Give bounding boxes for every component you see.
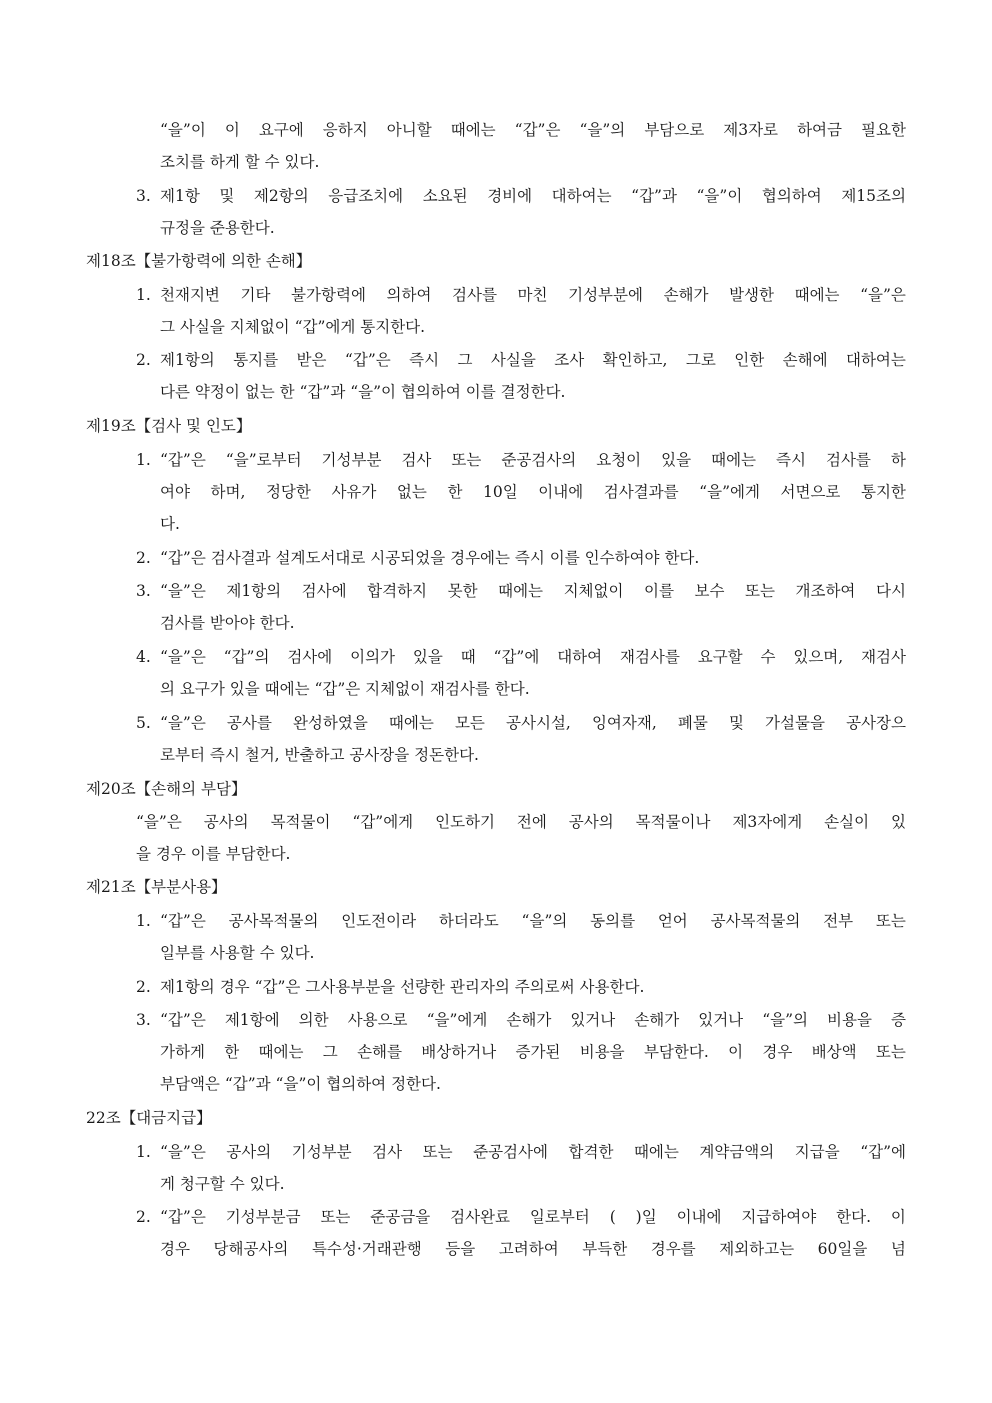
- word: 검사: [372, 1143, 403, 1161]
- word: 검사: [401, 451, 432, 469]
- word: 하며,: [210, 483, 246, 501]
- article19-item-number: 1.: [136, 451, 151, 469]
- word: 제외하고는: [719, 1240, 795, 1258]
- word: “갑”은: [160, 912, 206, 930]
- word: 한: [447, 483, 463, 501]
- word: 대하여: [557, 648, 603, 666]
- word: 소요된: [422, 187, 468, 205]
- word: (: [609, 1208, 616, 1226]
- word: 받은: [296, 351, 327, 369]
- word: 다시: [875, 582, 906, 600]
- word: “을”은: [136, 813, 182, 831]
- word: 잉여자재,: [591, 714, 657, 732]
- word: 정당한: [265, 483, 311, 501]
- article18-item-line: 다른 약정이 없는 한 “갑”과 “을”이 협의하여 이를 결정한다.: [160, 383, 566, 401]
- word: 준공금을: [370, 1208, 431, 1226]
- word: 없는: [396, 483, 427, 501]
- word: “을”은: [160, 1143, 206, 1161]
- article18-item-line: [160, 350, 906, 372]
- word: 또는: [875, 1043, 906, 1061]
- word: 공사목적물의: [710, 912, 801, 930]
- word: 응급조치에: [328, 187, 404, 205]
- word: 당해공사의: [213, 1240, 289, 1258]
- word: 공사의: [568, 813, 614, 831]
- article21-item-line: 일부를 사용할 수 있다.: [160, 944, 315, 962]
- word: 이: [224, 121, 240, 139]
- word: 비용을: [579, 1043, 625, 1061]
- word: 모든: [454, 714, 485, 732]
- article19-item-line: [160, 647, 906, 669]
- article19-item-line: [160, 450, 906, 472]
- word: 의한: [298, 1011, 329, 1029]
- word: 인도전이라: [341, 912, 417, 930]
- article19-item-line: 로부터 즉시 철거, 반출하고 공사장을 정돈한다.: [160, 746, 479, 764]
- word: 때에는: [711, 451, 757, 469]
- word: 준공검사에: [473, 1143, 548, 1161]
- word: 준공검사의: [501, 451, 577, 469]
- word: 가설물을: [765, 714, 825, 732]
- word: 천재지변: [160, 286, 220, 304]
- word: 배상하거나: [421, 1043, 497, 1061]
- word: 통지를: [233, 351, 279, 369]
- word: 그: [322, 1043, 338, 1061]
- word: 경우: [160, 1240, 190, 1258]
- word: “갑”은: [160, 1011, 206, 1029]
- word: 인한: [734, 351, 765, 369]
- article22-item-line: [160, 1239, 906, 1261]
- word: 및: [219, 187, 235, 205]
- word: 하더라도: [438, 912, 499, 930]
- article22-item-number: 1.: [136, 1143, 151, 1161]
- article19-item-line: [160, 482, 906, 504]
- word: 제1항에: [224, 1011, 280, 1029]
- word: 재검사를: [619, 648, 680, 666]
- word: “을”의: [579, 121, 626, 139]
- word: 및: [728, 714, 744, 732]
- word: 대하여는: [845, 351, 906, 369]
- word: 검사에: [301, 582, 347, 600]
- word: 이를: [644, 582, 674, 600]
- article18-heading: 제18조【불가항력에 의한 손해】: [86, 252, 312, 270]
- word: 하: [890, 451, 906, 469]
- word: 얻어: [657, 912, 688, 930]
- word: “을”로부터: [225, 451, 302, 469]
- word: “갑”에게: [352, 813, 414, 831]
- article19-item-number: 5.: [136, 714, 151, 732]
- word: 동의를: [590, 912, 636, 930]
- word: “갑”은: [160, 451, 206, 469]
- word: 합격한: [568, 1143, 614, 1161]
- article19-item-line: [160, 713, 906, 735]
- word: 이내에: [538, 483, 584, 501]
- word: 공사장으: [846, 714, 906, 732]
- word: 마친: [517, 286, 548, 304]
- word: 검사완료: [450, 1208, 510, 1226]
- word: 또는: [875, 912, 906, 930]
- word: “을”은: [160, 582, 206, 600]
- word: 하여금: [797, 121, 842, 139]
- word: 대하여는: [551, 187, 612, 205]
- article18-item-number: 2.: [136, 351, 151, 369]
- article19-item-number: 4.: [136, 648, 151, 666]
- word: 요청이: [596, 451, 642, 469]
- word: 전부: [823, 912, 854, 930]
- word: 수: [760, 648, 776, 666]
- word: “갑”은: [160, 1208, 206, 1226]
- word: 목적물이: [270, 813, 331, 831]
- article20-line: 을 경우 이를 부담한다.: [136, 845, 291, 863]
- word: 사유가: [331, 483, 377, 501]
- word: “을”의: [762, 1011, 808, 1029]
- word: 발생한: [729, 286, 774, 304]
- word: 한: [224, 1043, 240, 1061]
- word: 손해에: [782, 351, 828, 369]
- word: 증가된: [515, 1043, 561, 1061]
- word: 고려하여: [498, 1240, 559, 1258]
- word: 완성하였을: [292, 714, 368, 732]
- word: 제15조의: [841, 187, 906, 205]
- word: 검사를: [452, 286, 497, 304]
- article19-item-number: 2.: [136, 549, 151, 567]
- word: 있을: [412, 648, 443, 666]
- word: 계약금액의: [699, 1143, 775, 1161]
- article21-item-line: [160, 1042, 906, 1064]
- word: 여야: [160, 483, 190, 501]
- word: 때에는: [498, 582, 544, 600]
- article19-item-line: [160, 581, 906, 603]
- word: 특수성·거래관행: [311, 1240, 422, 1258]
- word: 또는: [745, 582, 775, 600]
- word: 제2항의: [253, 187, 309, 205]
- word: 즉시: [776, 451, 806, 469]
- word: “을”이: [160, 121, 206, 139]
- article19-item-number: 3.: [136, 582, 151, 600]
- article22-item-number: 2.: [136, 1208, 151, 1226]
- word: 보수: [694, 582, 725, 600]
- article20-heading: 제20조【손해의 부담】: [86, 780, 247, 798]
- word: 증: [890, 1011, 906, 1029]
- article18-item-number: 1.: [136, 286, 151, 304]
- word: 이: [728, 1043, 744, 1061]
- article21-item-line: 부담액은 “갑”과 “을”이 협의하여 정한다.: [160, 1075, 441, 1093]
- word: 그로: [685, 351, 716, 369]
- word: “갑”에: [860, 1143, 906, 1161]
- word: 때에는: [633, 1143, 679, 1161]
- word: 요구에: [258, 121, 304, 139]
- word: “갑”과: [631, 187, 677, 205]
- word: 있으며,: [793, 648, 844, 666]
- word: 협의하여: [761, 187, 822, 205]
- word: 이내에: [676, 1208, 722, 1226]
- word: 필요한: [861, 121, 906, 139]
- word: 경우: [762, 1043, 793, 1061]
- article19-item-line: 다.: [160, 515, 180, 533]
- word: 공사의: [226, 1143, 272, 1161]
- article21-item-number: 1.: [136, 912, 151, 930]
- word: 경우를: [650, 1240, 696, 1258]
- word: 일로부터: [529, 1208, 590, 1226]
- article22-heading: 22조【대금지급】: [86, 1109, 212, 1127]
- article19-item-line: 검사를 받아야 한다.: [160, 614, 295, 632]
- word: 제3자로: [723, 121, 779, 139]
- article19-heading: 제19조【검사 및 인도】: [86, 417, 252, 435]
- word: “갑”의: [223, 648, 270, 666]
- word: 손해가: [663, 286, 709, 304]
- word: 요구할: [697, 648, 743, 666]
- word: 공사목적물의: [228, 912, 319, 930]
- word: 손해를: [357, 1043, 402, 1061]
- word: 때에는: [794, 286, 840, 304]
- word: 60일을: [817, 1240, 868, 1258]
- word: 의하여: [386, 286, 432, 304]
- word: 부담한다.: [643, 1043, 709, 1061]
- word: 공사시설,: [506, 714, 571, 732]
- word: 있거나: [698, 1011, 744, 1029]
- article21-item-line: 제1항의 경우 “갑”은 그사용부분을 선량한 관리자의 주의로써 사용한다.: [160, 978, 645, 996]
- word: 서면으로: [780, 483, 841, 501]
- word: 비용을: [827, 1011, 872, 1029]
- word: 응하지: [322, 121, 368, 139]
- word: 한다.: [836, 1208, 872, 1226]
- article18-item-line: [160, 285, 906, 307]
- word: 지급을: [794, 1143, 840, 1161]
- word: “을”은: [860, 286, 906, 304]
- word: 있거나: [570, 1011, 616, 1029]
- word: 10일: [482, 483, 518, 501]
- word: 합격하지: [367, 582, 428, 600]
- article22-item-line: 게 청구할 수 있다.: [160, 1175, 285, 1193]
- article21-heading: 제21조【부분사용】: [86, 878, 227, 896]
- word: 그: [457, 351, 473, 369]
- word: 이의가: [350, 648, 396, 666]
- word: 있: [890, 813, 906, 831]
- word: “을”은: [160, 648, 206, 666]
- article22-item-line: [160, 1207, 906, 1229]
- word: 배상액: [811, 1043, 857, 1061]
- word: 또는: [422, 1143, 453, 1161]
- word: 경비에: [487, 187, 533, 205]
- word: 기성부분에: [568, 286, 643, 304]
- word: 못한: [447, 582, 478, 600]
- word: 또는: [451, 451, 482, 469]
- word: “갑”에: [493, 648, 540, 666]
- word: 가하게: [160, 1043, 205, 1061]
- word: 때: [460, 648, 476, 666]
- word: 지체없이: [563, 582, 624, 600]
- article22-item-line: [160, 1142, 906, 1164]
- word: 기성부분금: [225, 1208, 301, 1226]
- article19-item-line: 의 요구가 있을 때에는 “갑”은 지체없이 재검사를 한다.: [160, 680, 530, 698]
- article18-item-line: 그 사실을 지체없이 “갑”에게 통지한다.: [160, 318, 426, 336]
- word: 지급하여야: [741, 1208, 817, 1226]
- article20-line: [136, 812, 906, 834]
- article17-item-number: 3.: [136, 187, 151, 205]
- word: )일: [635, 1208, 657, 1226]
- word: 때에는: [258, 1043, 304, 1061]
- word: 검사를: [825, 451, 871, 469]
- word: 손해가: [634, 1011, 680, 1029]
- article17-line: 조치를 하게 할 수 있다.: [160, 153, 320, 171]
- word: 즉시: [409, 351, 440, 369]
- article21-item-number: 3.: [136, 1011, 151, 1029]
- word: “을”에게: [426, 1011, 488, 1029]
- word: 공사의: [203, 813, 249, 831]
- word: “갑”은: [344, 351, 391, 369]
- article21-item-line: [160, 1010, 906, 1032]
- word: 제1항의: [160, 351, 215, 369]
- word: 확인하고,: [602, 351, 668, 369]
- word: 기성부분: [321, 451, 382, 469]
- word: “을”의: [521, 912, 568, 930]
- word: 기성부분: [291, 1143, 352, 1161]
- word: 전에: [516, 813, 547, 831]
- word: 불가항력에: [291, 286, 366, 304]
- word: “을”에게: [699, 483, 760, 501]
- word: 목적물이나: [635, 813, 711, 831]
- article17-item-line: 규정을 준용한다.: [160, 219, 275, 237]
- word: 검사에: [287, 648, 333, 666]
- word: 때에는: [388, 714, 434, 732]
- article17-item-line: [160, 186, 906, 208]
- word: “을”이: [696, 187, 743, 205]
- word: 폐물: [677, 714, 708, 732]
- article17-line: [160, 120, 906, 142]
- article21-item-number: 2.: [136, 978, 151, 996]
- word: 제1항: [160, 187, 200, 205]
- word: 이: [890, 1208, 906, 1226]
- word: 통지한: [860, 483, 906, 501]
- word: 검사결과를: [603, 483, 679, 501]
- word: 조사: [554, 351, 585, 369]
- word: 손해가: [506, 1011, 552, 1029]
- word: 아니할: [386, 121, 432, 139]
- word: 있을: [661, 451, 692, 469]
- word: 인도하기: [435, 813, 495, 831]
- word: 부담으로: [644, 121, 705, 139]
- word: 개조하여: [795, 582, 856, 600]
- word: 사용으로: [347, 1011, 408, 1029]
- word: 부득한: [582, 1240, 628, 1258]
- word: 기타: [240, 286, 271, 304]
- word: 또는: [320, 1208, 351, 1226]
- word: 등을: [445, 1240, 476, 1258]
- word: 넘: [890, 1240, 906, 1258]
- word: “을”은: [160, 714, 206, 732]
- article21-item-line: [160, 911, 906, 933]
- word: 재검사: [861, 648, 906, 666]
- article19-item-line: “갑”은 검사결과 설계도서대로 시공되었을 경우에는 즉시 이를 인수하여야 한다.: [160, 549, 700, 567]
- word: 사실을: [490, 351, 536, 369]
- word: 제3자에게: [732, 813, 803, 831]
- word: 때에는: [450, 121, 496, 139]
- word: 제1항의: [226, 582, 282, 600]
- word: 손실이: [824, 813, 870, 831]
- word: “갑”은: [514, 121, 561, 139]
- word: 공사를: [226, 714, 272, 732]
